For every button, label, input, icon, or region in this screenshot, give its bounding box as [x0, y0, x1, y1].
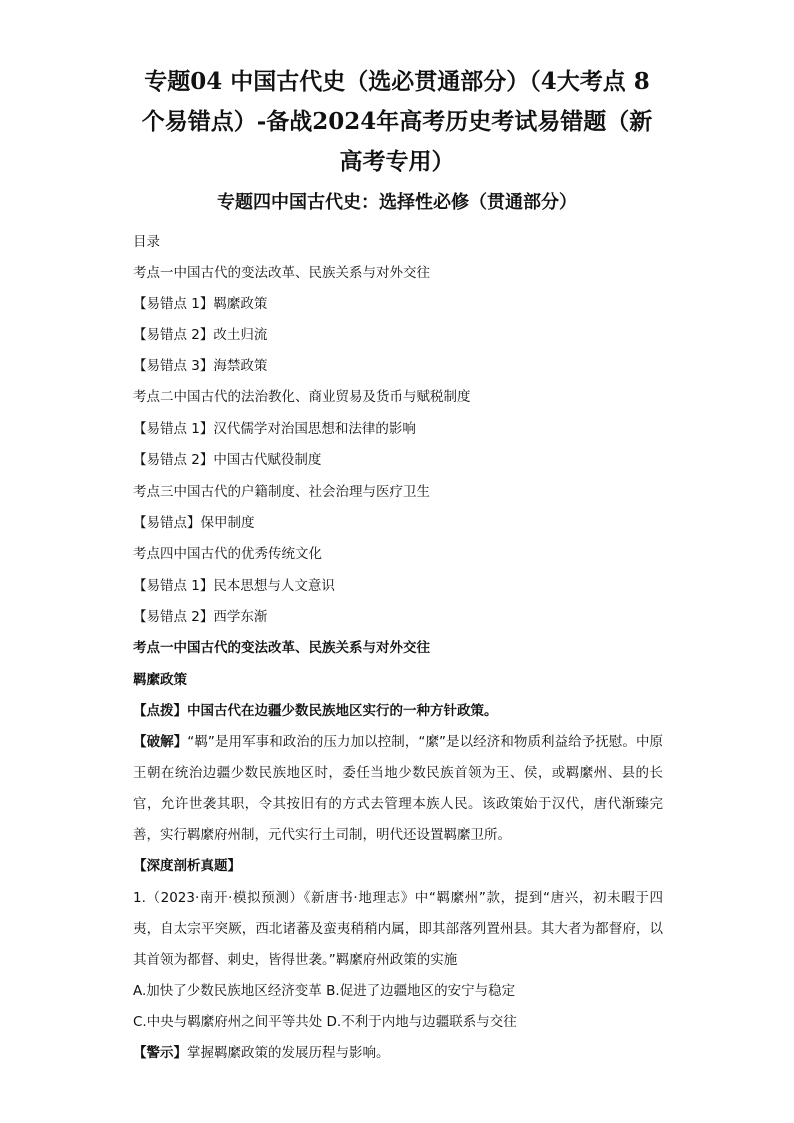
- toc-item[interactable]: 【易错点 1】民本思想与人文意识: [133, 578, 335, 594]
- toc-item[interactable]: 【易错点 2】改土归流: [133, 327, 268, 343]
- document-title: [120, 62, 674, 182]
- dianbo-text: 中国古代在边疆少数民族地区实行的一种方针政策。: [187, 703, 498, 719]
- shendu-heading: 【深度剖析真题】: [133, 858, 241, 874]
- toc-item[interactable]: 考点四中国古代的优秀传统文化: [133, 546, 322, 562]
- toc-item[interactable]: 【易错点】保甲制度: [133, 515, 255, 531]
- toc-item[interactable]: 【易错点 1】汉代儒学对治国思想和法律的影响: [133, 421, 416, 437]
- toc-item[interactable]: 考点二中国古代的法治教化、商业贸易及货币与赋税制度: [133, 389, 471, 405]
- jingshi-paragraph: [133, 1043, 390, 1063]
- toc-item[interactable]: 【易错点 2】中国古代赋役制度: [133, 452, 322, 468]
- section-heading: 考点一中国古代的变法改革、民族关系与对外交往: [133, 640, 430, 656]
- option-line-1: A.加快了少数民族地区经济变革 B.促进了边疆地区的安宁与稳定: [133, 983, 516, 999]
- dianbo-label: 【点拨】: [133, 703, 187, 719]
- pojie-label: 【破解】: [133, 734, 188, 750]
- toc-item[interactable]: 【易错点 3】海禁政策: [133, 358, 268, 374]
- title-line-3: 高考专用）: [339, 148, 455, 175]
- toc-item[interactable]: 【易错点 1】羁縻政策: [133, 296, 268, 312]
- dianbo-paragraph: [133, 701, 498, 721]
- question-text: 1.（2023·南开·模拟预测）《新唐书·地理志》中“羁縻州”款，提到“唐兴，初未暇于四夷，自太宗平突厥，西北诸蕃及蛮夷稍稍内属，即其部落列置州县。其大者为都督府，以其首领为都督、刺史，皆得世袭。”羁縻府州政策的实施: [133, 890, 663, 968]
- toc-item[interactable]: 【易错点 2】西学东渐: [133, 609, 268, 625]
- pojie-text: “羁”是用军事和政治的压力加以控制，“縻”是以经济和物质利益给予抚慰。中原王朝在统治边疆少数民族地区时，委任当地少数民族首领为王、侯，或羁縻州、县的长官，允许世袭其职，令其按旧有的方式去管理本族人民。该政策始于汉代，唐代渐臻完善，实行羁縻府州制，元代实行土司制，明代还设置羁縻卫所。: [133, 734, 664, 843]
- document-subtitle: 专题四中国古代史：选择性必修（贯通部分）: [217, 192, 577, 213]
- toc-item[interactable]: 考点一中国古代的变法改革、民族关系与对外交往: [133, 265, 430, 281]
- toc-label: 目录: [133, 234, 160, 250]
- pojie-paragraph: [133, 727, 663, 851]
- jingshi-label: 【警示】: [133, 1045, 187, 1061]
- jingshi-text: 掌握羁縻政策的发展历程与影响。: [187, 1045, 390, 1061]
- option-line-2: C.中央与羁縻府州之间平等共处 D.不利于内地与边疆联系与交往: [133, 1014, 517, 1030]
- toc-item[interactable]: 考点三中国古代的户籍制度、社会治理与医疗卫生: [133, 484, 430, 500]
- topic-heading: 羁縻政策: [133, 672, 187, 688]
- title-line-2: 个易错点）-备战2024年高考历史考试易错题（新: [141, 108, 653, 135]
- title-line-1: 专题04 中国古代史（选必贯通部分）（4大考点 8: [144, 68, 650, 95]
